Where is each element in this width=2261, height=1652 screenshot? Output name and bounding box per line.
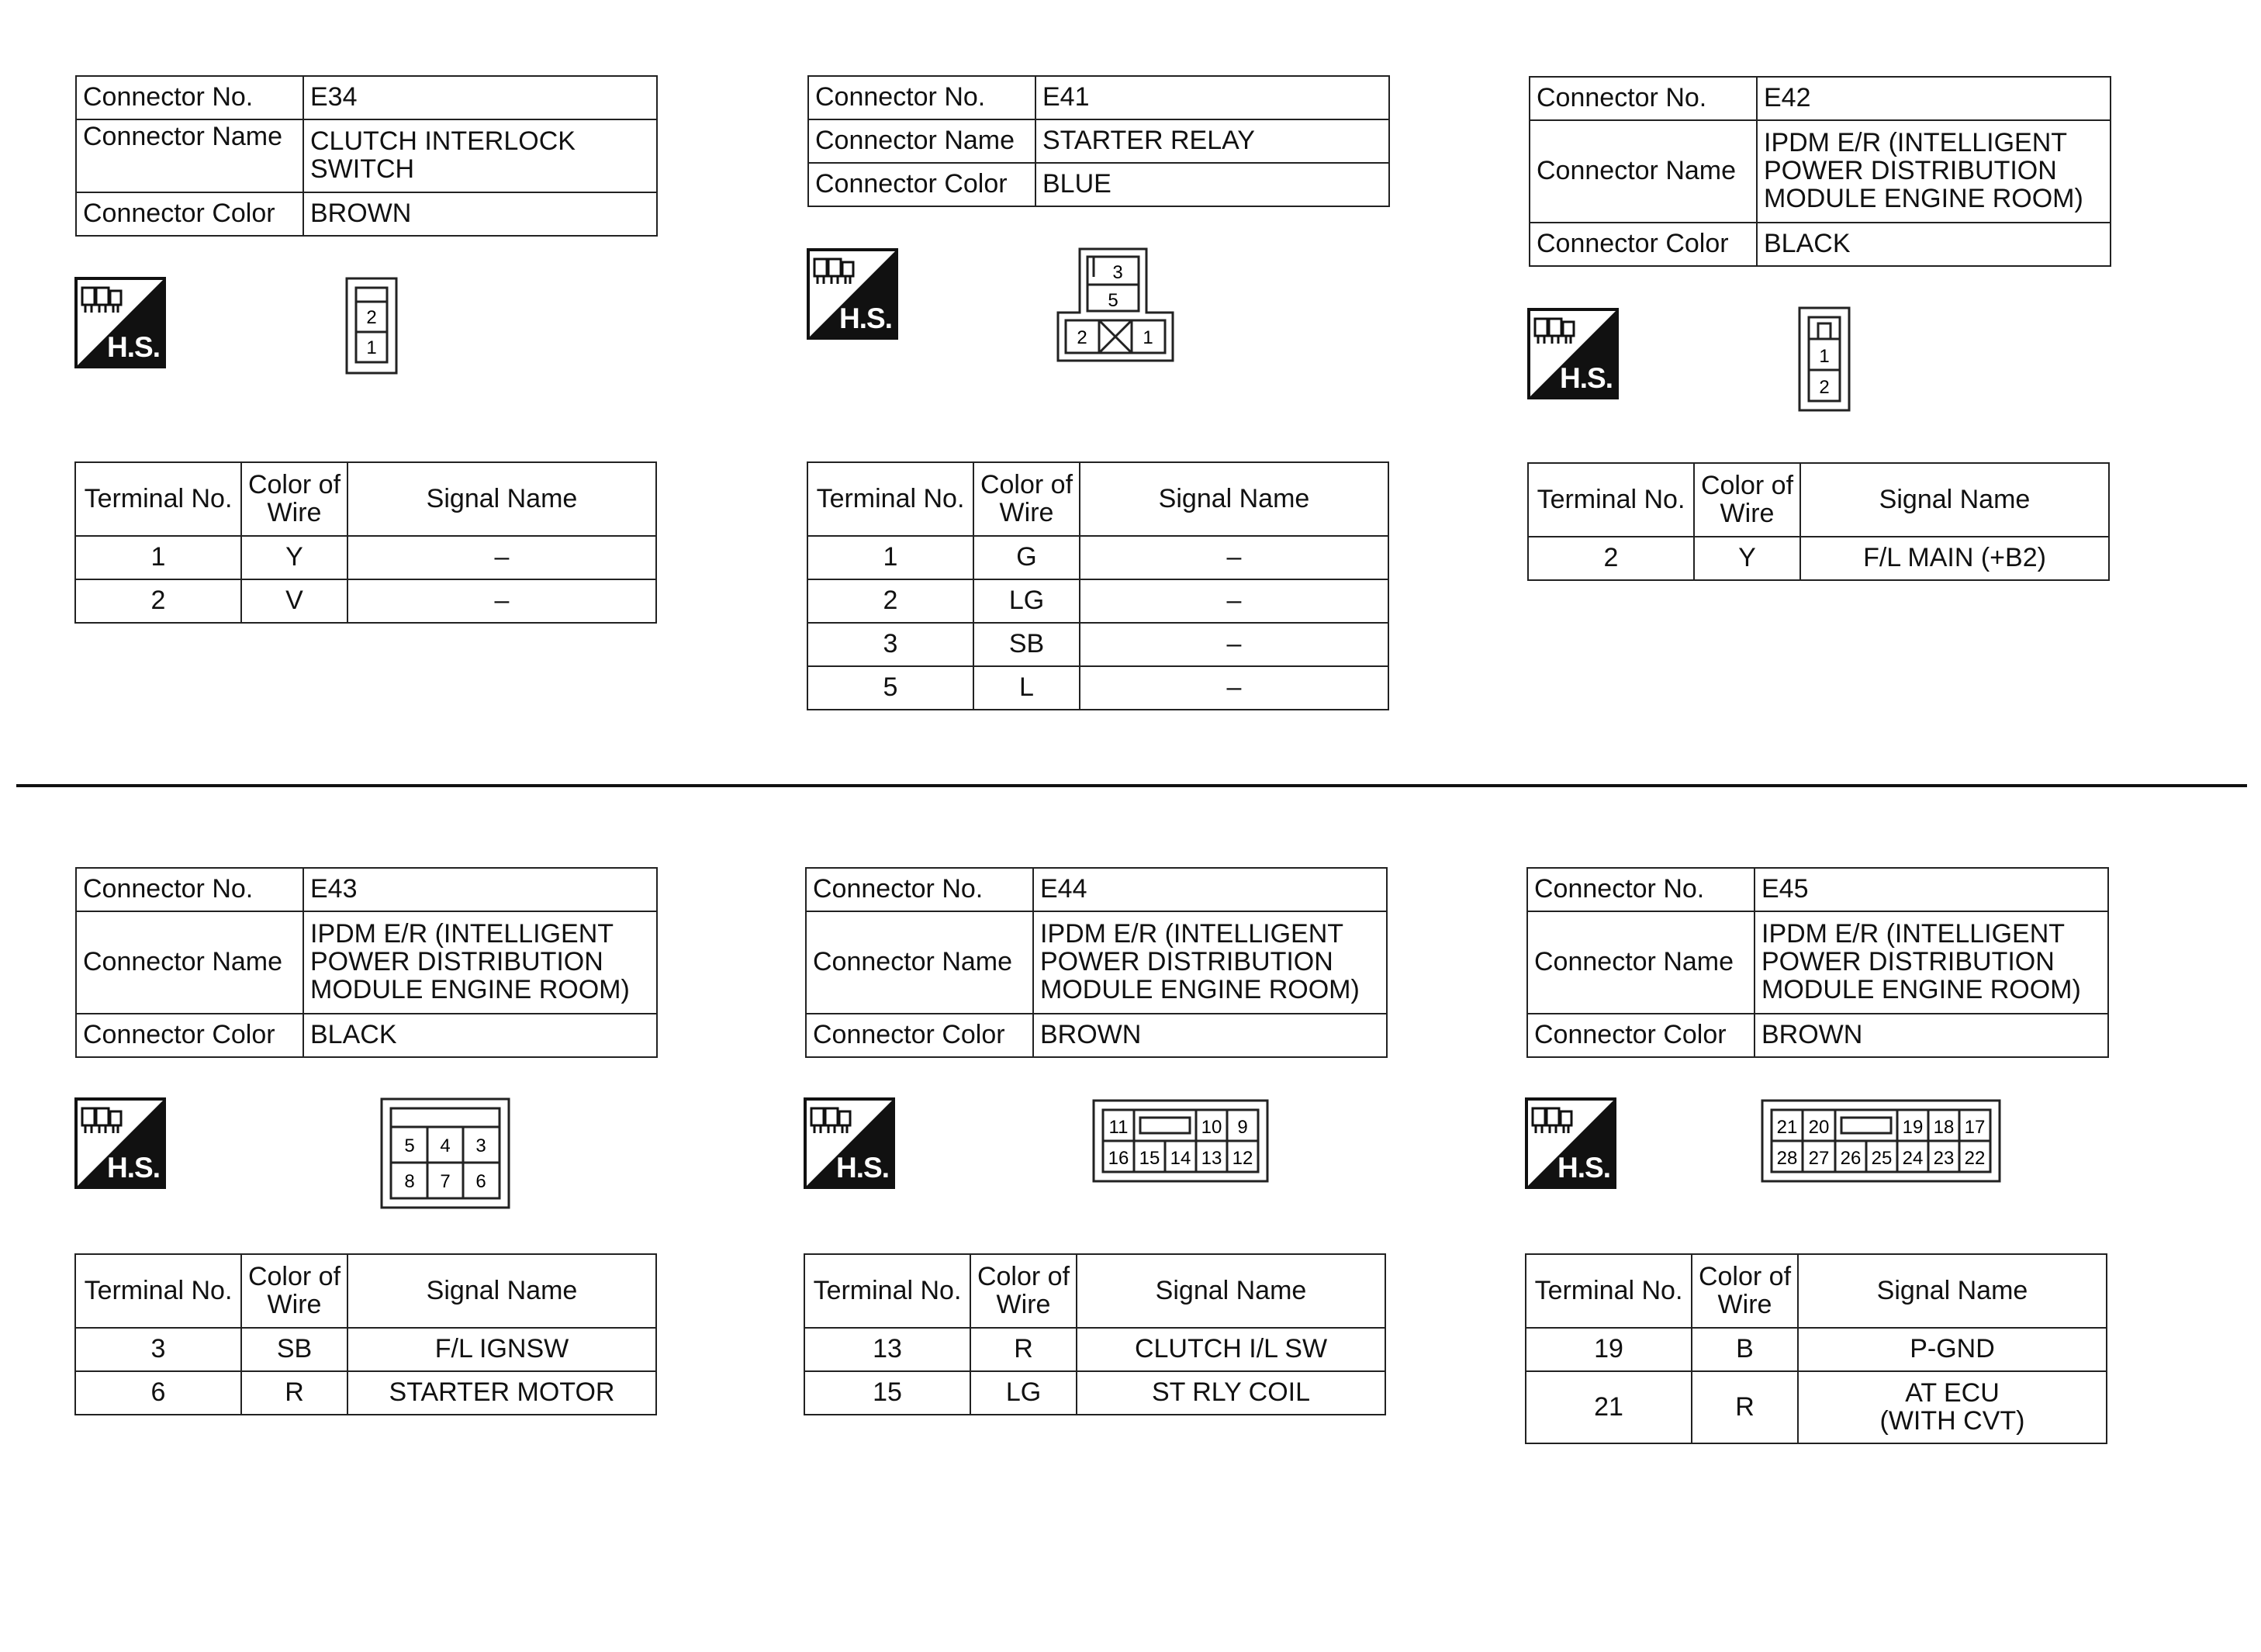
- section-divider: [16, 784, 2247, 787]
- connector-pin-diagram-e45: [1761, 1099, 2003, 1184]
- label-connector-color: Connector Color: [76, 1014, 303, 1057]
- connector-no-value: E43: [303, 868, 657, 911]
- table-row: [804, 1328, 1385, 1371]
- connector-no-value: E45: [1755, 868, 2108, 911]
- table-row: [807, 536, 1388, 579]
- pin-label: 26: [1840, 1148, 1862, 1169]
- hs-harness-side-icon: [1525, 1097, 1616, 1189]
- connector-info-table-e34: [75, 75, 658, 237]
- wire-color-cell: R: [1692, 1371, 1798, 1443]
- header-signal-name: Signal Name: [347, 1254, 656, 1328]
- connector-no-value: E34: [303, 76, 657, 119]
- signal-cell: CLUTCH I/L SW: [1077, 1328, 1385, 1371]
- connector-info-table-e41: [807, 75, 1390, 207]
- header-color-of-wire: Color of Wire: [973, 462, 1080, 536]
- terminal-cell: 2: [1528, 537, 1694, 580]
- terminal-cell: 6: [75, 1371, 241, 1415]
- signal-cell: STARTER MOTOR: [347, 1371, 656, 1415]
- connector-color-value: BLACK: [1757, 223, 2111, 266]
- pin-label: 3: [475, 1135, 486, 1156]
- pin-label: 13: [1201, 1148, 1222, 1169]
- wire-color-cell: SB: [241, 1328, 347, 1371]
- terminal-table-e34: [74, 461, 657, 624]
- connector-name-value: IPDM E/R (INTELLIGENT POWER DISTRIBUTION MODULE ENGINE ROOM): [303, 911, 657, 1014]
- signal-cell: –: [347, 579, 656, 623]
- terminal-table-e42: [1527, 462, 2110, 581]
- table-row: [1526, 1328, 2107, 1371]
- table-row: [807, 623, 1388, 666]
- connector-pin-diagram-e43: [380, 1097, 510, 1211]
- pin-label: 23: [1933, 1148, 1955, 1169]
- header-color-of-wire: Color of Wire: [1694, 463, 1800, 537]
- pin-label: 3: [1112, 262, 1123, 283]
- header-signal-name: Signal Name: [1077, 1254, 1385, 1328]
- pin-label: 11: [1108, 1117, 1129, 1138]
- pin-label: 1: [366, 337, 377, 358]
- signal-cell: –: [1080, 666, 1388, 710]
- hs-harness-side-icon: [807, 248, 898, 340]
- connector-name-value: CLUTCH INTERLOCK SWITCH: [303, 119, 657, 192]
- table-row: [804, 1371, 1385, 1415]
- hs-harness-side-icon: [74, 1097, 166, 1189]
- wire-color-cell: V: [241, 579, 347, 623]
- table-row: [75, 536, 656, 579]
- label-connector-color: Connector Color: [808, 163, 1035, 206]
- connector-pin-diagram-e34: [345, 277, 399, 376]
- terminal-cell: 5: [807, 666, 973, 710]
- header-color-of-wire: Color of Wire: [241, 1254, 347, 1328]
- header-terminal-no: Terminal No.: [1528, 463, 1694, 537]
- label-connector-name: Connector Name: [1527, 911, 1755, 1014]
- label-connector-name: Connector Name: [1530, 120, 1757, 223]
- header-terminal-no: Terminal No.: [75, 1254, 241, 1328]
- label-connector-name: Connector Name: [806, 911, 1033, 1014]
- terminal-table-e41: [807, 461, 1389, 710]
- wire-color-cell: LG: [973, 579, 1080, 623]
- pin-label: 5: [1108, 290, 1118, 311]
- pin-label: 2: [366, 307, 377, 328]
- pin-label: 15: [1139, 1148, 1160, 1169]
- pin-label: 24: [1902, 1148, 1924, 1169]
- signal-cell: F/L IGNSW: [347, 1328, 656, 1371]
- terminal-cell: 1: [75, 536, 241, 579]
- terminal-cell: 1: [807, 536, 973, 579]
- hs-label: H.S.: [107, 1152, 160, 1184]
- hs-label: H.S.: [1560, 362, 1613, 394]
- header-terminal-no: Terminal No.: [807, 462, 973, 536]
- table-row: [1528, 537, 2109, 580]
- connector-info-table-e43: [75, 867, 658, 1058]
- wire-color-cell: R: [970, 1328, 1077, 1371]
- pin-label: 2: [1077, 327, 1087, 348]
- header-signal-name: Signal Name: [1800, 463, 2109, 537]
- pin-label: 18: [1933, 1117, 1955, 1138]
- signal-cell: P-GND: [1798, 1328, 2107, 1371]
- terminal-table-e43: [74, 1253, 657, 1415]
- connector-pin-diagram-e44: [1092, 1099, 1271, 1184]
- terminal-cell: 3: [75, 1328, 241, 1371]
- pin-label: 6: [475, 1171, 486, 1192]
- connector-color-value: BROWN: [1755, 1014, 2108, 1057]
- wire-color-cell: L: [973, 666, 1080, 710]
- terminal-cell: 13: [804, 1328, 970, 1371]
- table-row: [75, 1371, 656, 1415]
- pin-label: 4: [440, 1135, 451, 1156]
- table-row: [1526, 1371, 2107, 1443]
- connector-name-value: IPDM E/R (INTELLIGENT POWER DISTRIBUTION MODULE ENGINE ROOM): [1757, 120, 2111, 223]
- label-connector-no: Connector No.: [808, 76, 1035, 119]
- connector-pin-diagram-e41: [1056, 247, 1174, 364]
- pin-label: 14: [1170, 1148, 1191, 1169]
- connector-no-value: E42: [1757, 77, 2111, 120]
- header-color-of-wire: Color of Wire: [970, 1254, 1077, 1328]
- pin-label: 16: [1108, 1148, 1129, 1169]
- terminal-table-e45: [1525, 1253, 2107, 1444]
- pin-label: 2: [1819, 377, 1830, 398]
- label-connector-color: Connector Color: [76, 192, 303, 236]
- header-terminal-no: Terminal No.: [804, 1254, 970, 1328]
- header-signal-name: Signal Name: [347, 462, 656, 536]
- connector-info-table-e45: [1526, 867, 2109, 1058]
- pin-label: 22: [1964, 1148, 1986, 1169]
- label-connector-no: Connector No.: [806, 868, 1033, 911]
- hs-label: H.S.: [839, 302, 892, 334]
- wire-color-cell: B: [1692, 1328, 1798, 1371]
- pin-label: 1: [1819, 346, 1830, 367]
- header-terminal-no: Terminal No.: [1526, 1254, 1692, 1328]
- pin-label: 28: [1776, 1148, 1798, 1169]
- pin-label: 12: [1232, 1148, 1253, 1169]
- connector-color-value: BROWN: [1033, 1014, 1387, 1057]
- header-signal-name: Signal Name: [1080, 462, 1388, 536]
- terminal-cell: 3: [807, 623, 973, 666]
- terminal-cell: 2: [807, 579, 973, 623]
- wire-color-cell: G: [973, 536, 1080, 579]
- pin-label: 1: [1143, 327, 1153, 348]
- table-row: [75, 579, 656, 623]
- header-color-of-wire: Color of Wire: [241, 462, 347, 536]
- pin-label: 10: [1201, 1117, 1222, 1138]
- wire-color-cell: Y: [1694, 537, 1800, 580]
- signal-cell: –: [347, 536, 656, 579]
- label-connector-color: Connector Color: [1527, 1014, 1755, 1057]
- connector-no-value: E41: [1035, 76, 1389, 119]
- connector-color-value: BLACK: [303, 1014, 657, 1057]
- label-connector-name: Connector Name: [808, 119, 1035, 163]
- connector-color-value: BLUE: [1035, 163, 1389, 206]
- pin-label: 5: [404, 1135, 415, 1156]
- label-connector-name: Connector Name: [76, 119, 303, 192]
- hs-harness-side-icon: [1527, 308, 1619, 399]
- pin-label: 21: [1776, 1117, 1798, 1138]
- hs-harness-side-icon: [74, 277, 166, 368]
- signal-cell: –: [1080, 623, 1388, 666]
- label-connector-no: Connector No.: [1527, 868, 1755, 911]
- label-connector-no: Connector No.: [76, 76, 303, 119]
- signal-cell: –: [1080, 579, 1388, 623]
- table-row: [807, 666, 1388, 710]
- header-signal-name: Signal Name: [1798, 1254, 2107, 1328]
- connector-name-value: IPDM E/R (INTELLIGENT POWER DISTRIBUTION MODULE ENGINE ROOM): [1755, 911, 2108, 1014]
- label-connector-color: Connector Color: [1530, 223, 1757, 266]
- pin-label: 25: [1871, 1148, 1893, 1169]
- connector-pin-diagram-e42: [1798, 306, 1852, 413]
- signal-cell: ST RLY COIL: [1077, 1371, 1385, 1415]
- wire-color-cell: SB: [973, 623, 1080, 666]
- label-connector-no: Connector No.: [1530, 77, 1757, 120]
- connector-info-table-e44: [805, 867, 1388, 1058]
- signal-cell: F/L MAIN (+B2): [1800, 537, 2109, 580]
- pin-label: 9: [1237, 1117, 1248, 1138]
- wire-color-cell: R: [241, 1371, 347, 1415]
- signal-cell: AT ECU (WITH CVT): [1798, 1371, 2107, 1443]
- label-connector-no: Connector No.: [76, 868, 303, 911]
- pin-label: 7: [440, 1171, 451, 1192]
- wire-color-cell: LG: [970, 1371, 1077, 1415]
- wire-color-cell: Y: [241, 536, 347, 579]
- header-terminal-no: Terminal No.: [75, 462, 241, 536]
- terminal-cell: 2: [75, 579, 241, 623]
- pin-label: 17: [1964, 1117, 1986, 1138]
- label-connector-name: Connector Name: [76, 911, 303, 1014]
- terminal-cell: 21: [1526, 1371, 1692, 1443]
- hs-label: H.S.: [1557, 1152, 1610, 1184]
- table-row: [75, 1328, 656, 1371]
- terminal-cell: 19: [1526, 1328, 1692, 1371]
- connector-name-value: IPDM E/R (INTELLIGENT POWER DISTRIBUTION MODULE ENGINE ROOM): [1033, 911, 1387, 1014]
- header-color-of-wire: Color of Wire: [1692, 1254, 1798, 1328]
- hs-harness-side-icon: [804, 1097, 895, 1189]
- label-connector-color: Connector Color: [806, 1014, 1033, 1057]
- terminal-table-e44: [804, 1253, 1386, 1415]
- table-row: [807, 579, 1388, 623]
- pin-label: 8: [404, 1171, 415, 1192]
- pin-label: 27: [1808, 1148, 1830, 1169]
- pin-label: 19: [1902, 1117, 1924, 1138]
- terminal-cell: 15: [804, 1371, 970, 1415]
- connector-no-value: E44: [1033, 868, 1387, 911]
- hs-label: H.S.: [836, 1152, 889, 1184]
- connector-color-value: BROWN: [303, 192, 657, 236]
- signal-cell: –: [1080, 536, 1388, 579]
- connector-info-table-e42: [1529, 76, 2111, 267]
- connector-name-value: STARTER RELAY: [1035, 119, 1389, 163]
- hs-label: H.S.: [107, 331, 160, 363]
- pin-label: 20: [1808, 1117, 1830, 1138]
